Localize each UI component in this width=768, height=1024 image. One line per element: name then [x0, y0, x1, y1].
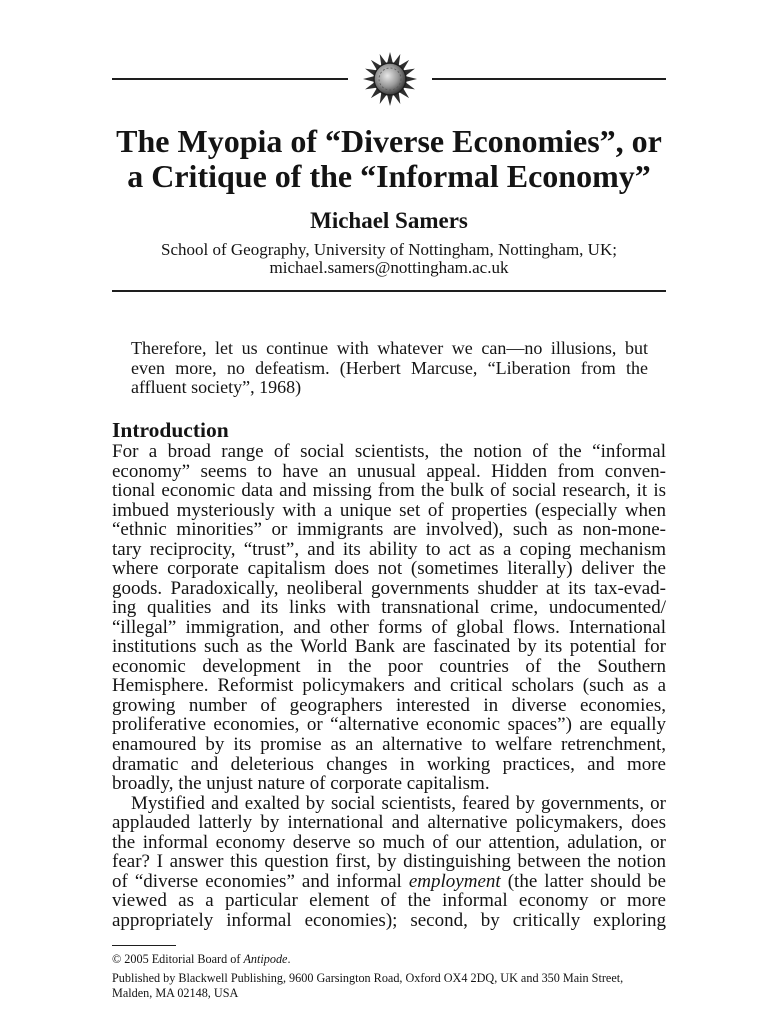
copyright-line — [112, 952, 672, 967]
footnote-divider — [112, 945, 176, 946]
italic-term: employment — [408, 870, 501, 892]
body-line: the informal economy deserve so much of our attention, adulation, or — [112, 831, 666, 853]
affiliation-email: michael.samers@nottingham.ac.uk — [269, 257, 509, 277]
body-line: For a broad range of social scientists, the notion of the “informal — [112, 441, 666, 462]
publication-footer — [112, 952, 672, 1001]
body-line: viewed as a particular element of the informal economy or more — [112, 890, 666, 912]
body-line: fear? I answer this question first, by distinguishing between the notion — [112, 851, 666, 873]
journal-name: Antipode — [243, 952, 288, 966]
body-line — [112, 872, 666, 892]
body-line: “ethnic minorities” or immigrants are involved), such as non-mone- — [112, 519, 666, 541]
body-line: where corporate capitalism does not (sometimes literally) deliver the — [112, 558, 666, 580]
affiliation-institution: School of Geography, University of Nottingham, Nottingham, UK; — [161, 240, 617, 259]
body-line: goods. Paradoxically, neoliberal governments shudder at its tax-evad- — [112, 577, 666, 599]
title-line-2: a Critique of the “Informal Economy” — [127, 158, 651, 194]
body-line: applauded latterly by international and alternative policymakers, does — [112, 812, 666, 834]
body-line: Hemisphere. Reformist policymakers and critical scholars (such as a — [112, 675, 666, 697]
body-text — [112, 442, 666, 930]
body-line: dramatic and deleterious changes in working practices, and more — [112, 753, 666, 775]
author-affiliation — [112, 241, 666, 276]
ornament-rule-left — [112, 78, 348, 80]
body-line: appropriately informal economies); second, by critically exploring — [112, 909, 666, 931]
body-line: enamoured by its promise as an alternative to welfare retrenchment, — [112, 733, 666, 755]
body-line: broadly, the unjust nature of corporate capitalism. — [112, 773, 490, 795]
body-line: “illegal” immigration, and other forms of global flows. International — [112, 616, 666, 638]
epigraph — [131, 339, 648, 398]
epigraph-line: Therefore, let us continue with whatever we can—no illusions, but — [131, 338, 648, 358]
body-line: institutions such as the World Bank are fascinated by its potential for — [112, 636, 666, 658]
paragraph — [112, 794, 666, 931]
epigraph-line: even more, no defeatism. (Herbert Marcuse, “Liberation from the — [131, 357, 648, 378]
author-name: Michael Samers — [310, 208, 468, 233]
publisher-line-2: Malden, MA 02148, USA — [112, 986, 239, 1000]
header-divider — [112, 290, 666, 292]
body-line: tional economic data and missing from the bulk of social research, it is — [112, 480, 666, 502]
body-line: tary reciprocity, “trust”, and its ability to act as a coping mechanism — [112, 538, 666, 560]
body-line: proliferative economies, or “alternative economic spaces”) are equally — [112, 714, 666, 736]
epigraph-line: affluent society”, 1968) — [131, 377, 302, 397]
article-title — [107, 124, 671, 194]
body-line: ing qualities and its links with transnational crime, undocumented/ — [112, 597, 666, 619]
copyright-prefix: © 2005 Editorial Board of — [112, 952, 244, 966]
body-line: economy” seems to have an unusual appeal. Hidden from conven- — [112, 460, 666, 482]
sun-ornament-icon — [350, 51, 430, 107]
body-line: imbued mysteriously with a unique set of properties (especially when — [112, 499, 666, 521]
title-line-1: The Myopia of “Diverse Economies”, or — [116, 123, 662, 159]
body-line: growing number of geographers interested in diverse economies, — [112, 694, 666, 716]
publisher-line-1: Published by Blackwell Publishing, 9600 Garsington Road, Oxford OX4 2DQ, UK and 350 Main Street, — [112, 971, 624, 985]
text-segment: of “diverse economies” and informal — [112, 870, 409, 892]
copyright-suffix: . — [287, 952, 291, 966]
section-heading: Introduction — [112, 418, 229, 442]
body-line: economic development in the poor countries of the Southern — [112, 655, 666, 677]
paragraph — [112, 442, 666, 794]
body-line: Mystified and exalted by social scientists, feared by governments, or — [131, 792, 666, 814]
ornament-rule-right — [432, 78, 666, 80]
text-segment: (the latter should be — [500, 870, 666, 892]
